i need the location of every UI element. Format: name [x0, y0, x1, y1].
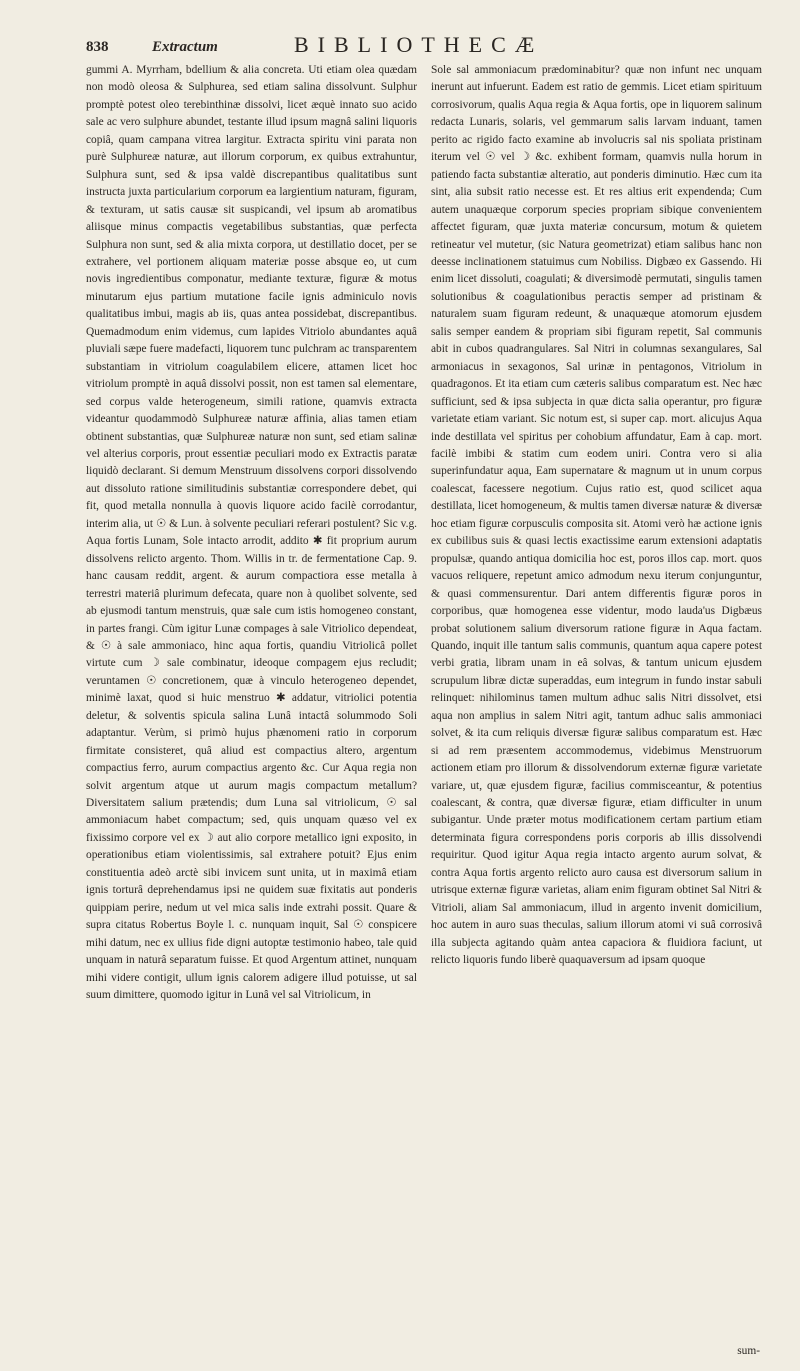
page-number: 838 — [86, 39, 109, 55]
book-title: BIBLIOTHECÆ — [294, 32, 544, 57]
catchword: sum- — [737, 1345, 760, 1357]
right-column-text: Sole sal ammoniacum prædominabitur? quæ non infunt nec unquam inerunt aut infuerunt. Eadem est ratio de gemmis. Licet etiam spirituum corrosivorum, qualis Aqua regia & Aqua fortis, ope in liquorem salinum redacta Lunaris, solaris, vel gemmarum salis larvam induant, tamen perito ac rigido facto examine ab involucris sal nis spoliata pristinam iterum vel ☉ vel ☽ &c. exhibent formam, quamvis nulla horum in patiendo facta substantiæ alteratio, aut ponderis diminutio. Hæc cum ita sint, alia subsit ratio necesse est. Et res altius erit expendenda; Cum autem unaquæque corporum species propriam sibique convenientem affectet figuram, quæ juxta materiæ concursum, motum & quietem retineatur vel mutetur, (sic Natura geometrizat) etiam salibus hanc non deesse inclinationem statuimus cum Nobiliss. Digbæo ex Gassendo. Hi enim licet dissoluti, coagulati; & diversimodè permutati, singulis tamen solutionibus & coagulationibus peractis semper ad pristinam & naturalem suam figuram redeunt, & unaquæque atomorum ejusdem salis semper eandem & propriam sibi figuram repetit, Sal communis abit in cubos quadrangulares. Sal Nitri in columnas sexangulares, Sal armoniacus in sexagonos, Sal urinæ in pentagonos, Vitriolum in quadragonos. Et ita etiam cum cæteris salibus comparatum est. Nec hæc sufficiunt, sed & ipsa subjecta in quæ dicta salia operantur, pro figuræ varietate etiam variant. Sic notum est, si super cap. mort. alicujus Aqua inde destillata vel spiritus per cohobium affundatur, Eam à cap. mort. facilè imbibi & statim cum eodem uniri. Contra vero si alia superinfundatur aqua, Eam supernatare & magnum ut in unum corpus coalescat, facessere negotium. Cujus ratio est, quod scilicet aqua destillata, licet homogeneum, & multis tamen diversæ naturæ & diversæ hoc etiam figuræ corpusculis composita sit. Atomi verò hæ actione ignis ex cubilibus suis & quasi lectis exactissime earum extensioni adaptatis propulsæ, quando antiqua domicilia hoc est, poros illos cap. mort. quos vacuos reliquere, repetunt amico admodum nexu iterum conjunguntur, & quasi commensurentur. Dari antem differentis figuræ poros in corporibus, quæ homogenea esse videntur, modo lauda'us Digbæus probat solutionem salium diversorum ratione figuræ in Aqua factam. Quando, inquit ille tantum salis communis, quantum aqua capere potest verbi gratia, libram unam in eâ solvas, & tantum unicum ejusdem scrupulum libræ dictæ superaddas, eum integrum in fundo instar sabuli relinquet: nihilominus tamen multum adhuc salis Nitri dissolvet, etsi aqua non amplius in salem Nitri agit, tantum adhuc salis ammoniaci solvet, & ita cum reliquis diversæ figuræ salibus comparatum est. Hæc si ad rem præsentem accommodemus, videbimus Menstruorum actionem etiam pro illorum & dissolvendorum externæ figuræ varietate variare, ut, quæ ejusdem figuræ, facilius commisceantur, & potentius coalescant, & contra, quæ diversæ figuræ, etiam difficulter in unum subigantur. Unde præter motus modificationem certam partium etiam determinata figura correspondens poris corporis ab illis dissolvendi requiritur. Quod igitur Aqua regia intacto argento aurum solvat, & contra Aqua fortis argento relicto auro causa est diversorum salium in utrisque externæ figuræ varietas, aliam enim figuram obtinet Sal Nitri & Vitrioli, aliam Sal ammoniacum, illud in argento invenit domicilium, hoc autem in auro suas theculas, salium illorum atomi vi suâ corrosivâ illa subjecta agitando quàm antea capaciora & fluidiora faciunt, ut relicto liquoris fundo liberè quaquaversum ad ipsam quoque — [431, 64, 762, 967]
right-column — [431, 62, 762, 1004]
section-title: Extractum — [152, 39, 218, 55]
left-column-text: gummi A. Myrrham, bdellium & alia concreta. Uti etiam olea quædam non modò oleosa & Sulphurea, sed etiam salina dissolvunt. Sulphur promptè potest oleo terebinthinæ dissolvi, licet æquè innato suo acido sale ac vero sulphure abundet, testante illud ipsum magnâ salini liquoris copiâ, quam campana vitrea largitur. Extracta spiritu vini parata non purè Sulphureæ naturæ, aut illorum corporum, ex quibus extrahuntur, Sulphura sunt, sed & ipsa valdè discrepantibus qualitatibus sunt instructa juxta particularium corporum ea largientium naturam, figuram, & texturam, ut satis causæ sit suspicandi, vel ipsum ab aromatibus aliisque minus compactis vegetabilibus substantias, quæ perfecta Sulphura non sunt, sed & alia mixta corpora, ut destillatio docet, per se extrahere, vel portionem aliquam materiæ posse absque eo, ut cum novis ingredientibus componatur, mediante texturæ, figuræ & motus minutarum ejus partium mutatione facile ignis adminiculo novis qualitatibus imbui, magis ab iis, quas antea possidebat, discrepantibus. Quemadmodum enim videmus, cum lapides Vitriolo abundantes aquâ pluviali sæpe fuere madefacti, liquorem tunc pulchram ac transparentem substantiam in vitriolum coagulabilem elicere, attamen licet hoc vitriolum promptè in aquâ dissolvi possit, non est tamen sal elementare, sed corpus valde heterogeneum, simili ratione, quamvis extracta videantur quodammodò Sulphureæ naturæ affinia, alias tamen etiam obtinent substantias, quæ Sulphureæ naturæ non sunt, sed etiam salinæ vel alterius corporis, prout essentiæ peculiari modo ex Extractis paratæ liquidò declarant. Si demum Menstruum dissolvens corpori dissolvendo aut dissoluto ratione similitudinis substantiæ correspondere debet, qui fit, quod metalla nonnulla à quovis liquore acido facilè corrodantur, interim alia, ut ☉ & Lun. à solvente peculiari referari postulent? Sic v.g. Aqua fortis Lunam, Sole intacto arrodit, addito ✱ fit proprium aurum dissolvens relicto argento. Thom. Willis in tr. de fermentatione Cap. 9. hanc causam reddit, argent. & aurum compactiora esse metalla à terrestri materiâ plurimum defecata, quare non à quolibet solvente, sed ab ejusmodi tantum menstruis, quæ sale cum istis homogeneo constant, in partes frangi. Cùm igitur Lunæ compages à sale Vitriolico dependeat, & ☉ à sale ammoniaco, hinc aqua fortis, quandiu Vitriolicâ pollet virtute cum ☽ sale combinatur, ideoque compagem ejus recludit; veruntamen ☉ concretionem, quæ à vinculo heterogeneo dependet, minimè laxat, quod si huic menstruo ✱ addatur, vitriolici potentia deletur, & solventis spicula salina Lunâ intactâ solummodo Soli adaptantur. Verùm, si primò hujus phænomeni ratio in corporum firmitate consisteret, quâ aliud est compactius altero, argentum compactius ferro, aurum compactius argento &c. Cur Aqua regia non solvit argentum atque ut aurum magis compactum metallum? Diversitatem salium prætendis; dum Luna sal vitriolicum, ☉ sal ammoniacum habet compactum; sed, quis unquam quæso vel ex fixissimo corpore vel ex ☽ aut alio corpore metallico igni exposito, in operationibus etiam violentissimis, sal extrahere potuit? Ejus enim constituentia adeò arctè sibi invicem sunt unita, ut in maximâ etiam ignis torturâ deprehendamus ipsi ne quidem suæ fixitatis aut ponderis quippiam perire, nedum ut vel mica salis inde extrahi possit. Quare & supra citatus Robertus Boyle l. c. nunquam inquit, Sal ☉ conspicere mihi datum, nec ex ullius fide digni autoptæ testimonio habeo, tale quid unquam in naturâ separatum fuisse. Et quod Argentum attinet, nunquam mihi videre contigit, ullum ignis calorem adigere illud potuisse, ut sal suum dimittere, quomodo igitur in Lunâ vel sal Vitriolicum, in — [86, 64, 417, 1002]
running-head — [86, 32, 762, 60]
left-column — [86, 62, 417, 1004]
text-columns — [86, 62, 762, 1004]
